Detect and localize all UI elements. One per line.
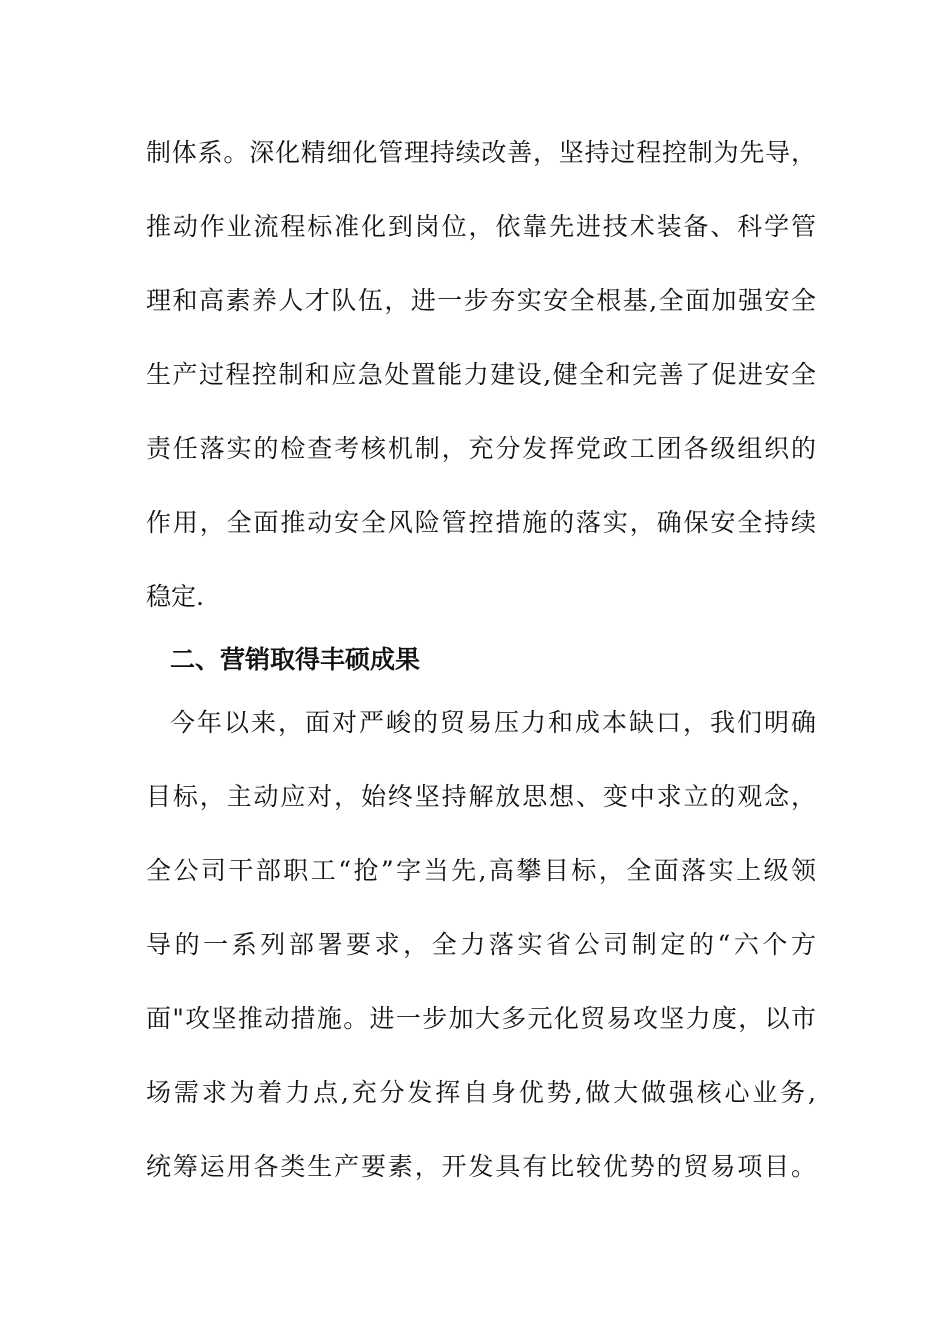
paragraph-line: 生产过程控制和应急处置能力建设,健全和完善了促进安全 (146, 360, 816, 389)
section-heading: 二、营销取得丰硕成果 (170, 645, 421, 674)
paragraph-line: 理和高素养人才队伍，进一步夯实安全根基,全面加强安全 (146, 286, 816, 315)
paragraph-line: 导的一系列部署要求，全力落实省公司制定的“六个方 (146, 930, 816, 959)
paragraph-line: 稳定. (146, 582, 204, 611)
paragraph-line: 今年以来，面对严峻的贸易压力和成本缺口，我们明确 (170, 708, 816, 737)
paragraph-line: 全公司干部职工“抢”字当先,高攀目标，全面落实上级领 (146, 856, 816, 885)
paragraph-line: 制体系。深化精细化管理持续改善，坚持过程控制为先导， (146, 138, 816, 167)
paragraph-line: 面"攻坚推动措施。进一步加大多元化贸易攻坚力度，以市 (146, 1004, 816, 1033)
paragraph-line: 作用，全面推动安全风险管控措施的落实，确保安全持续 (146, 508, 816, 537)
paragraph-line: 推动作业流程标准化到岗位，依靠先进技术装备、科学管 (146, 212, 816, 241)
paragraph-line: 责任落实的检查考核机制，充分发挥党政工团各级组织的 (146, 434, 816, 463)
paragraph-line: 场需求为着力点,充分发挥自身优势,做大做强核心业务, (146, 1078, 816, 1107)
paragraph-line: 目标，主动应对，始终坚持解放思想、变中求立的观念， (146, 782, 816, 811)
paragraph-line: 统筹运用各类生产要素，开发具有比较优势的贸易项目。 (146, 1152, 816, 1181)
